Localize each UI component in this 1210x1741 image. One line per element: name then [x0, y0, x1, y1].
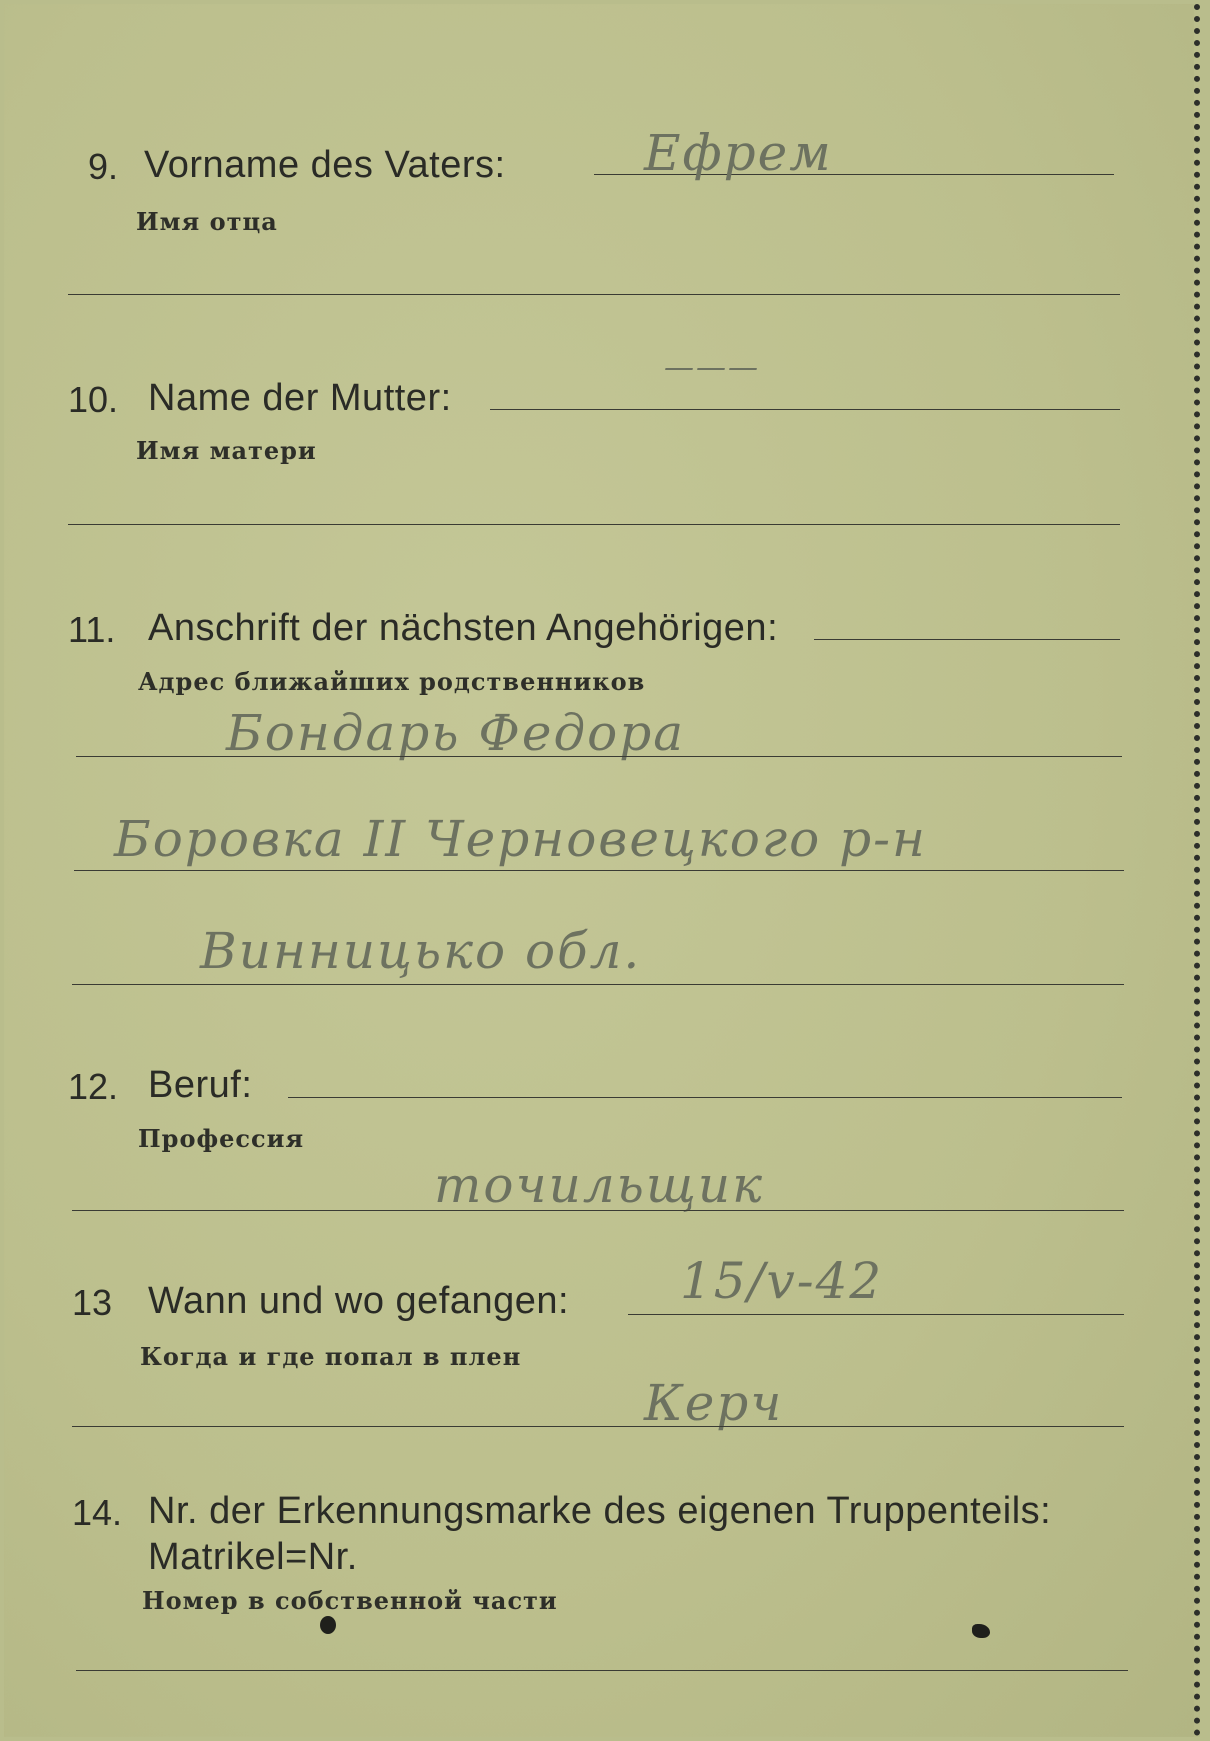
field-12-line — [288, 1097, 1122, 1098]
field-11-label-ru: Адрес ближайших родственников — [138, 667, 646, 696]
field-14-label-de: Nr. der Erkennungsmarke des eigenen Truppenteils: — [148, 1490, 1052, 1532]
field-9-number: 9. — [88, 146, 119, 187]
field-13-value-2: Керч — [644, 1374, 784, 1432]
field-11-value-3: Винницько обл. — [200, 922, 642, 980]
field-13-label-ru: Когда и где попал в плен — [140, 1342, 522, 1371]
field-14-label-ru: Номер в собственной части — [142, 1586, 558, 1615]
field-12-line-2 — [72, 1210, 1124, 1211]
field-11-number: 11. — [68, 609, 116, 650]
field-9-label-ru: Имя отца — [136, 207, 278, 236]
field-13-number: 13 — [72, 1282, 113, 1323]
field-10-line-2 — [68, 524, 1120, 525]
field-12-value: точильщик — [434, 1156, 764, 1214]
field-11-label-de: Anschrift der nächsten Angehörigen: — [148, 607, 779, 649]
field-10-value: ——— — [664, 350, 760, 385]
field-11-line — [814, 639, 1120, 640]
field-10-number: 10. — [68, 379, 119, 420]
field-11-value-1: Бондарь Федора — [226, 704, 686, 762]
field-13-value-1: 15/v-42 — [680, 1252, 884, 1310]
field-14-label-de-2: Matrikel=Nr. — [148, 1536, 358, 1578]
field-11-line-3 — [74, 870, 1124, 871]
field-10-label-de: Name der Mutter: — [148, 377, 452, 419]
field-11-line-2 — [76, 756, 1122, 757]
field-9-label-de: Vorname des Vaters: — [144, 144, 506, 186]
ink-blot-1 — [320, 1616, 336, 1634]
field-11-value-2: Боровка II Черновецкого р-н — [114, 810, 927, 868]
field-14-line — [76, 1670, 1128, 1671]
field-12-number: 12. — [68, 1066, 119, 1107]
field-13-line-2 — [72, 1426, 1124, 1427]
field-9-line-2 — [68, 294, 1120, 295]
field-14-number: 14. — [72, 1492, 123, 1533]
field-13-line — [628, 1314, 1124, 1315]
field-9-value: Ефрем — [644, 124, 833, 182]
ink-blot-2 — [972, 1624, 990, 1638]
field-10-label-ru: Имя матери — [136, 436, 317, 465]
field-12-label-ru: Профессия — [138, 1124, 305, 1153]
field-12-label-de: Beruf: — [148, 1064, 253, 1106]
field-10-line — [490, 409, 1120, 410]
document-card — [4, 4, 1200, 1737]
field-11-line-4 — [72, 984, 1124, 985]
field-13-label-de: Wann und wo gefangen: — [148, 1280, 570, 1322]
